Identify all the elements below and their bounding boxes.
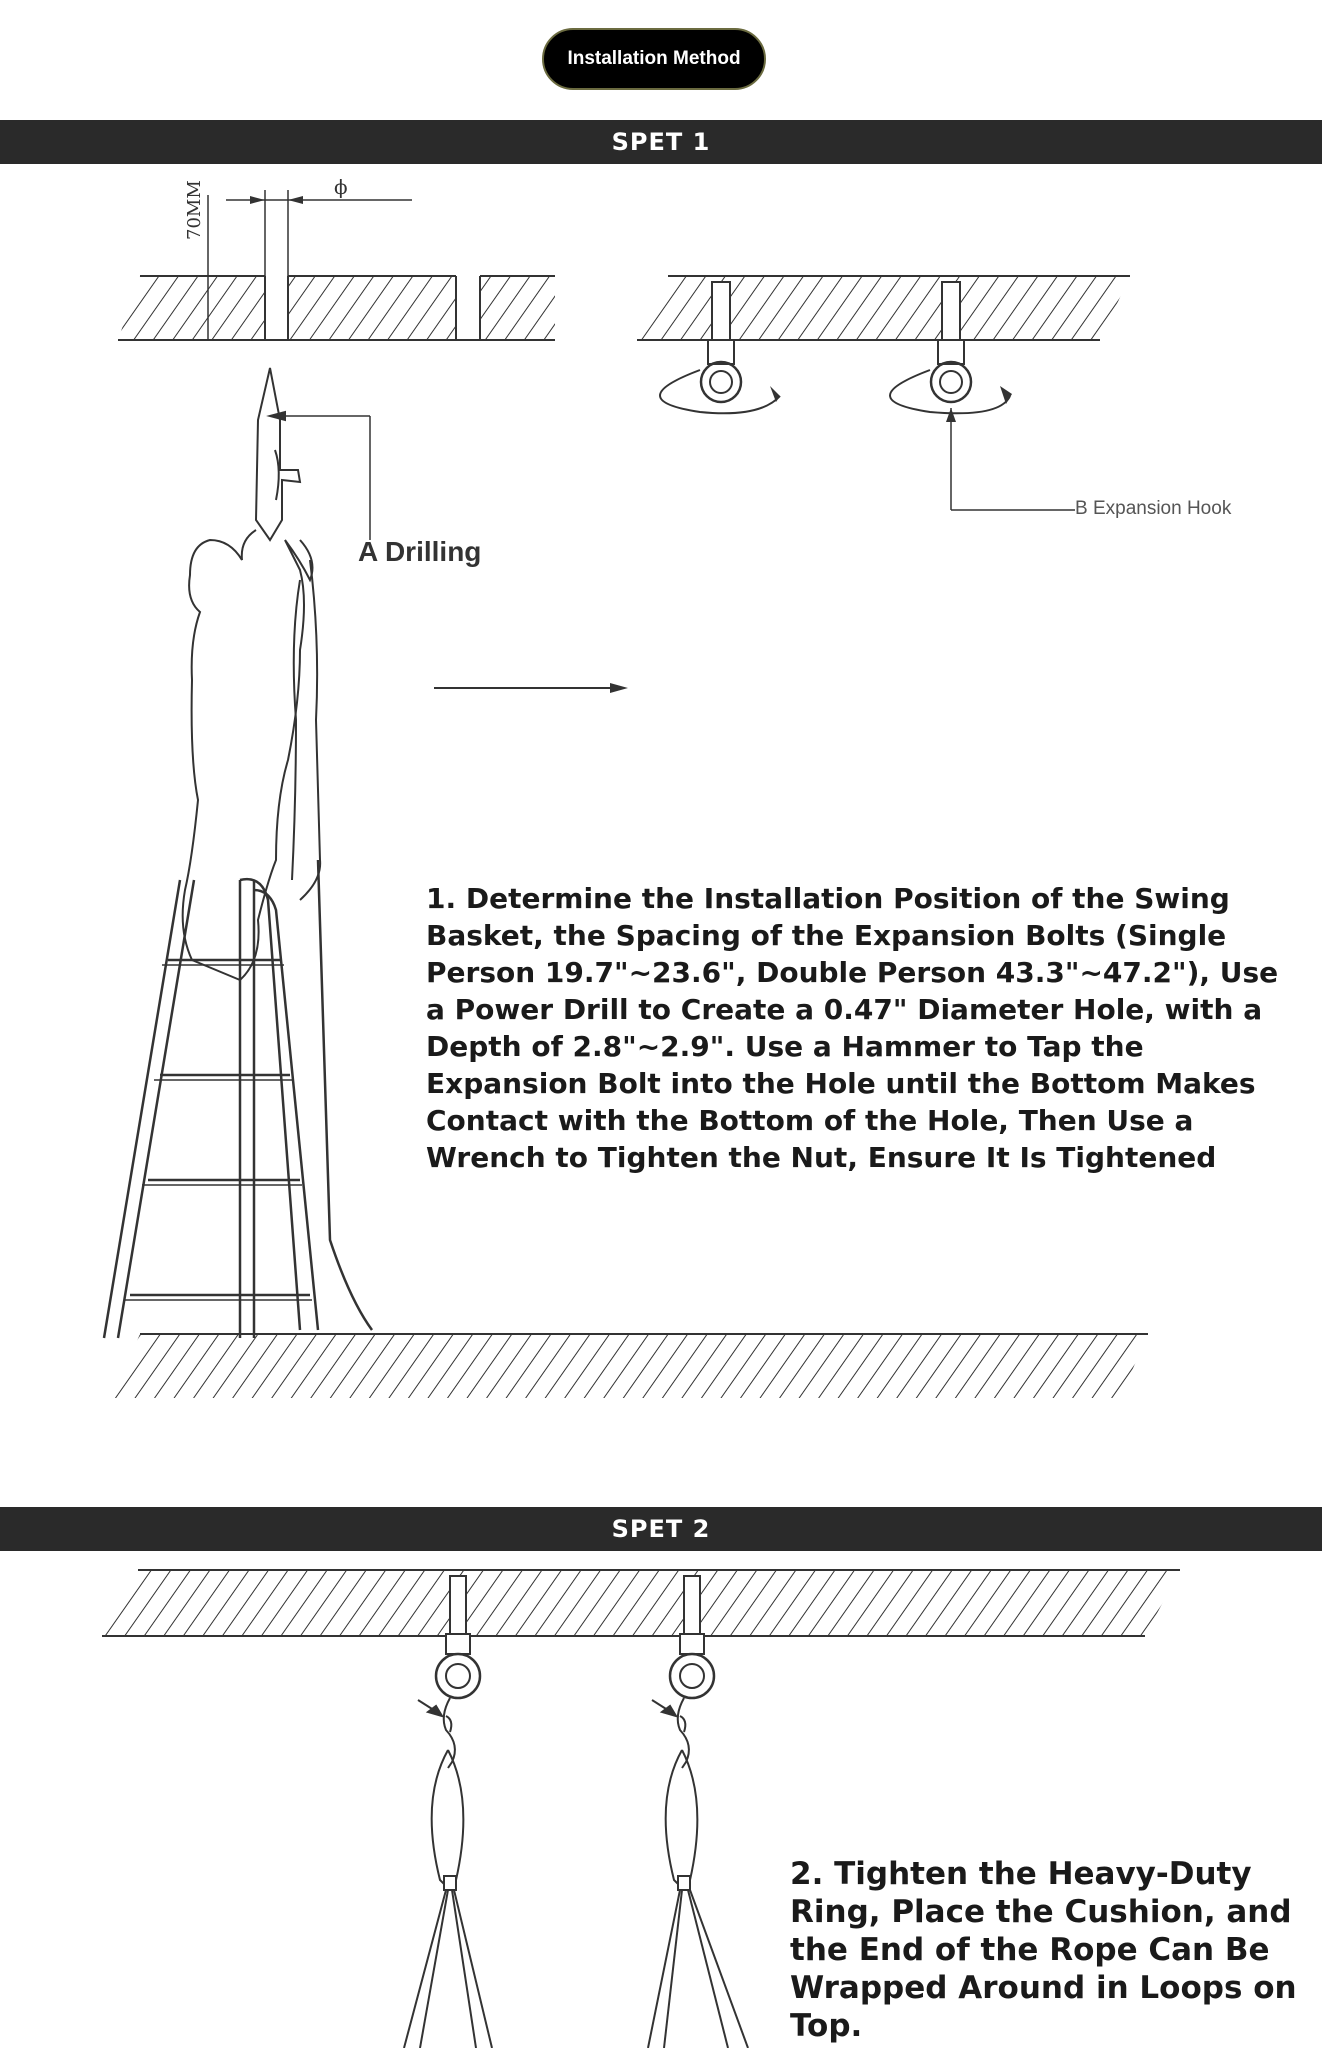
step-1-label: SPET 1 <box>611 128 711 156</box>
step-2-banner <box>0 1507 1322 1551</box>
swing-rope-assembly-right <box>648 1576 748 2048</box>
step-2-label: SPET 2 <box>611 1515 711 1543</box>
diameter-symbol: ϕ <box>334 175 348 199</box>
label-b-expansion-hook: B Expansion Hook <box>1075 498 1232 519</box>
step-2-ceiling <box>102 1570 1180 1636</box>
ceiling-with-hooks <box>637 276 1130 510</box>
direction-arrow <box>434 683 628 693</box>
dimension-70mm: 70MM <box>184 180 205 240</box>
worker-on-ladder <box>183 368 370 980</box>
label-a-drilling: A Drilling <box>358 536 482 567</box>
ladder <box>104 860 372 1338</box>
step-2-description: 2. Tighten the Heavy-Duty Ring, Place the Cushion, and the End of the Rope Can Be Wrapped Around in Loops on Top. <box>790 1856 1297 2044</box>
swing-rope-assembly-left <box>404 1576 492 2048</box>
floor <box>112 1334 1148 1398</box>
step-1-description: 1. Determine the Installation Position of the Swing Basket, the Spacing of the Expansion Bolts (Single Person 19.7"~23.6", Double Person 43.3"~47.2"), Use a Power Drill to Create a 0.47" Diameter Hole, with a Depth of 2.8"~2.9". Use a Hammer to Tap the Expansion Bolt into the Hole until the Bottom Makes Contact with the Bottom of the Hole, Then Use a Wrench to Tighten the Nut, Ensure It Is Tightened <box>426 882 1279 1174</box>
installation-method-title: Installation Method <box>567 48 741 69</box>
